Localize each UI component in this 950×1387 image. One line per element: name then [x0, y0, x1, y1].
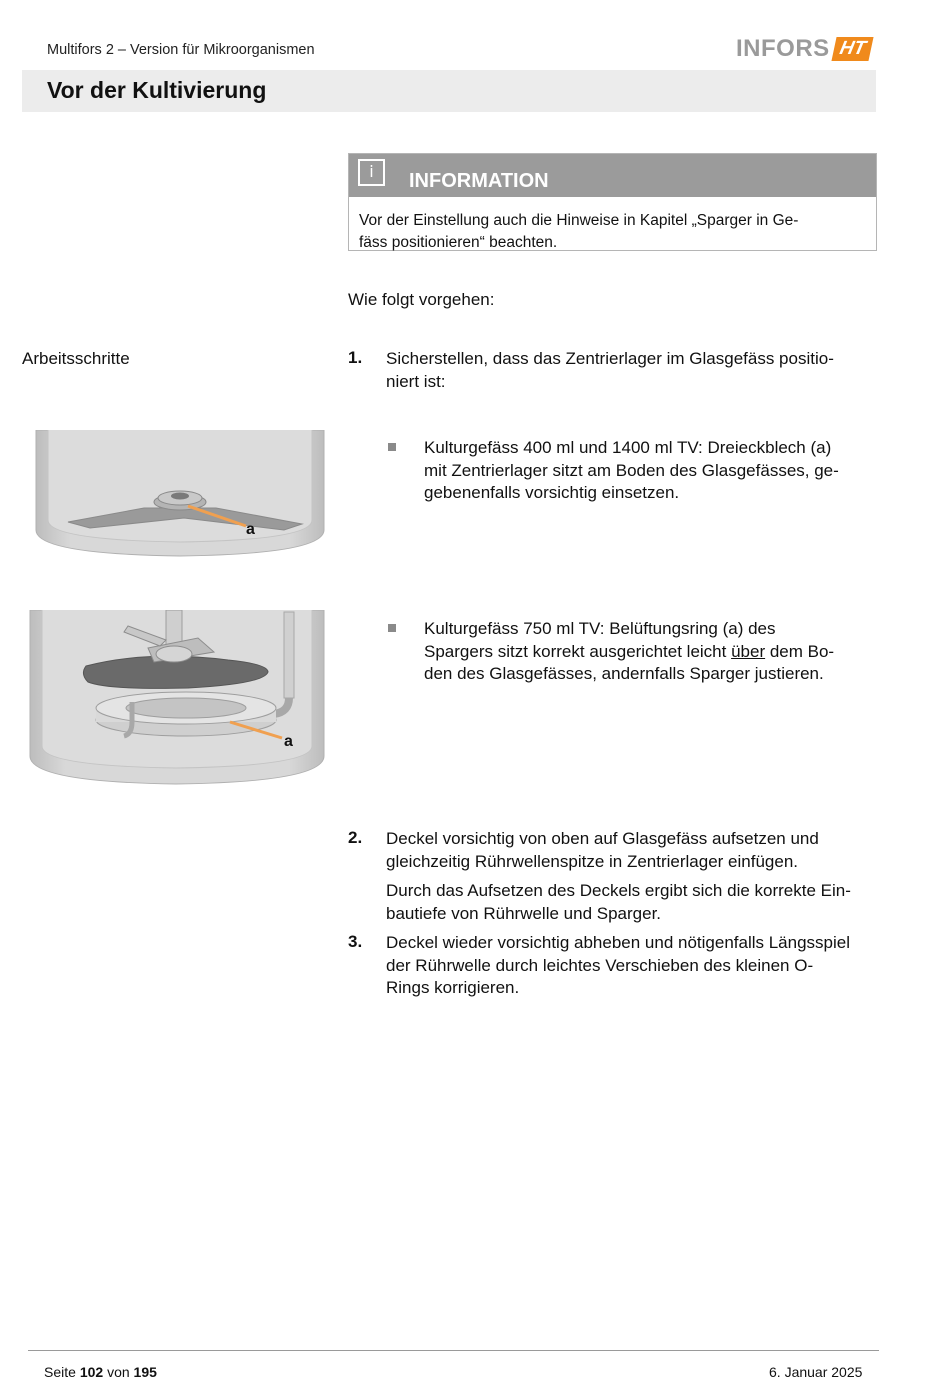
- infors-logo: [736, 34, 876, 64]
- page-prefix: Seite: [44, 1364, 76, 1380]
- info-icon: i: [358, 159, 385, 186]
- underlined-word: über: [731, 641, 766, 661]
- bullet-marker: [388, 624, 396, 632]
- bullet-text-segment: dem Bo-: [765, 641, 835, 661]
- figure-vessel-triangle-plate: [34, 430, 326, 560]
- figure-label-a: a: [284, 733, 293, 750]
- step-text-line: Rings korrigieren.: [386, 978, 520, 997]
- information-text-line: Vor der Einstellung auch die Hinweise in Kapitel „Sparger in Ge-: [359, 212, 799, 229]
- information-title: INFORMATION: [409, 170, 549, 192]
- information-box-header: [349, 154, 876, 197]
- step-text-line: der Rührwelle durch leichtes Verschieben des kleinen O-: [386, 955, 814, 975]
- page-current: 102: [79, 1364, 104, 1380]
- intro-text: Wie folgt vorgehen:: [348, 290, 495, 309]
- step-text: [386, 932, 876, 1000]
- bullet-text-line: den des Glasgefässes, andernfalls Sparger justieren.: [424, 664, 824, 683]
- bullet-marker: [388, 443, 396, 451]
- side-label: Arbeitsschritte: [22, 349, 130, 368]
- figure-vessel-sparger-ring: [28, 610, 326, 788]
- step-text: [386, 828, 876, 873]
- bullet-text-line: Kulturgefäss 750 ml TV: Belüftungsring (a) des: [424, 619, 776, 638]
- step-note-line: Durch das Aufsetzen des Deckels ergibt sich die korrekte Ein-: [386, 881, 851, 900]
- footer-divider: [28, 1350, 879, 1351]
- figure-label-a: a: [246, 521, 255, 538]
- section-title: Vor der Kultivierung: [47, 77, 267, 103]
- information-text: [359, 210, 869, 254]
- step-number: 1.: [348, 348, 363, 367]
- document-title: Multifors 2 – Version für Mikroorganismen: [47, 42, 315, 58]
- bullet-text-line: mit Zentrierlager sitzt am Boden des Glasgefässes, ge-: [424, 460, 839, 480]
- bullet-text: [424, 437, 874, 505]
- information-text-line: fäss positionieren“ beachten.: [359, 234, 558, 251]
- step-number: 3.: [348, 932, 363, 951]
- step-text-line: niert ist:: [386, 371, 446, 391]
- page-number: [44, 1364, 157, 1380]
- bullet-text-line: Kulturgefäss 400 ml und 1400 ml TV: Dreieckblech (a): [424, 438, 832, 457]
- step-text-line: Deckel vorsichtig von oben auf Glasgefäss aufsetzen und: [386, 829, 819, 848]
- step-text-line: gleichzeitig Rührwellenspitze in Zentrierlager einfügen.: [386, 851, 799, 871]
- footer-date: 6. Januar 2025: [769, 1364, 863, 1380]
- bullet-text-segment: Spargers sitzt korrekt ausgerichtet leicht: [424, 641, 732, 661]
- step-number: 2.: [348, 828, 363, 847]
- step-text-line: Sicherstellen, dass das Zentrierlager im Glasgefäss positio-: [386, 349, 834, 368]
- step-note-line: bautiefe von Rührwelle und Sparger.: [386, 903, 662, 923]
- bullet-text: [424, 618, 874, 686]
- step-note: [386, 880, 876, 925]
- step-text-line: Deckel wieder vorsichtig abheben und nötigenfalls Längsspiel: [386, 933, 851, 952]
- page-total: 195: [133, 1364, 157, 1380]
- step-text: [386, 348, 866, 393]
- logo-text: INFORS: [736, 35, 830, 62]
- bullet-text-line: gebenenfalls vorsichtig einsetzen.: [424, 483, 680, 502]
- logo-badge: HT: [831, 37, 873, 61]
- information-box: [348, 153, 877, 251]
- bullet-text-line: [424, 641, 874, 664]
- page-separator: von: [107, 1364, 130, 1380]
